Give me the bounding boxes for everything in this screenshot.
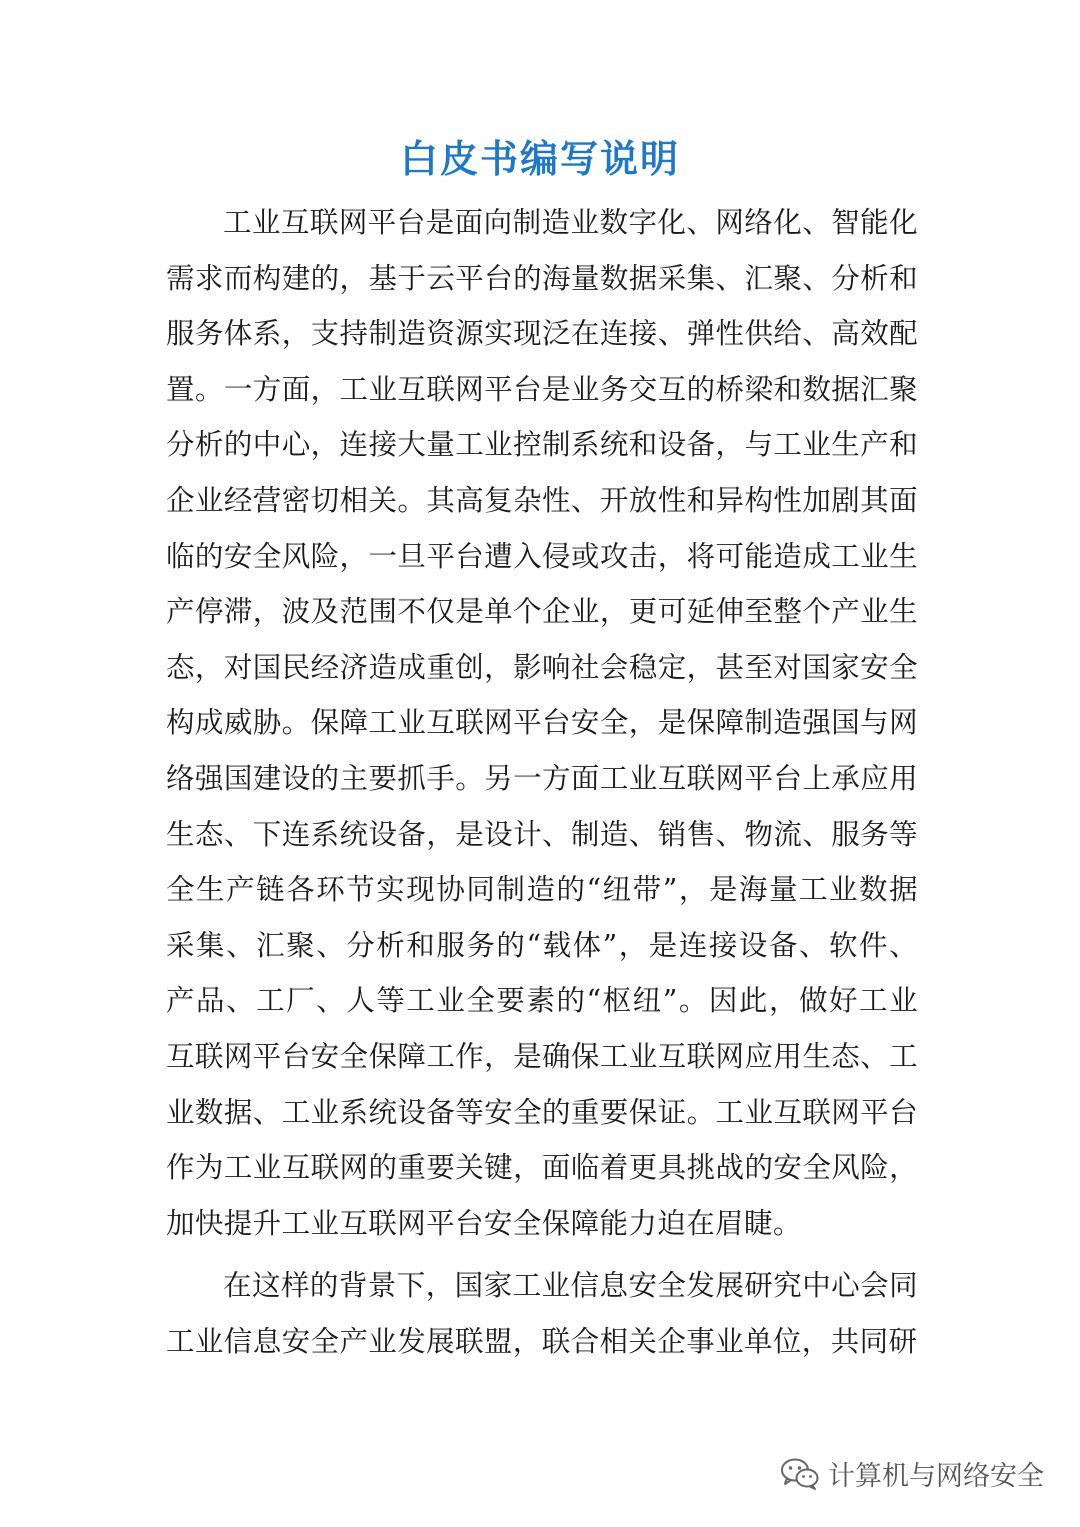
wechat-icon [780, 1457, 820, 1491]
watermark-text: 计算机与网络安全 [828, 1461, 1044, 1492]
document-body [166, 195, 918, 1376]
paragraph-2: 在这样的背景下，国家工业信息安全发展研究中心会同工业信息安全产业发展联盟，联合相关企事业单位，共同研 [166, 1269, 918, 1358]
watermark [780, 1454, 1044, 1493]
page-title: 白皮书编写说明 [399, 137, 680, 181]
paragraph-1: 工业互联网平台是面向制造业数字化、网络化、智能化需求而构建的，基于云平台的海量数据采集、汇聚、分析和服务体系，支持制造资源实现泛在连接、弹性供给、高效配置。一方面，工业互联网平台是业务交互的桥梁和数据汇聚分析的中心，连接大量工业控制系统和设备，与工业生产和企业经营密切相关。其高复杂性、开放性和异构性加剧其面临的安全风险，一旦平台遭入侵或攻击，将可能造成工业生产停滞，波及范围不仅是单个企业，更可延伸至整个产业生态，对国民经济造成重创，影响社会稳定，甚至对国家安全构成威胁。保障工业互联网平台安全，是保障制造强国与网络强国建设的主要抓手。另一方面工业互联网平台上承应用生态、下连系统设备，是设计、制造、销售、物流、服务等全生产链各环节实现协同制造的“纽带”，是海量工业数据采集、汇聚、分析和服务的“载体”，是连接设备、软件、产品、工厂、人等工业全要素的“枢纽”。因此，做好工业互联网平台安全保障工作，是确保工业互联网应用生态、工业数据、工业系统设备等安全的重要保证。工业互联网平台作为工业互联网的重要关键，面临着更具挑战的安全风险，加快提升工业互联网平台安全保障能力迫在眉睫。 [166, 206, 918, 1240]
